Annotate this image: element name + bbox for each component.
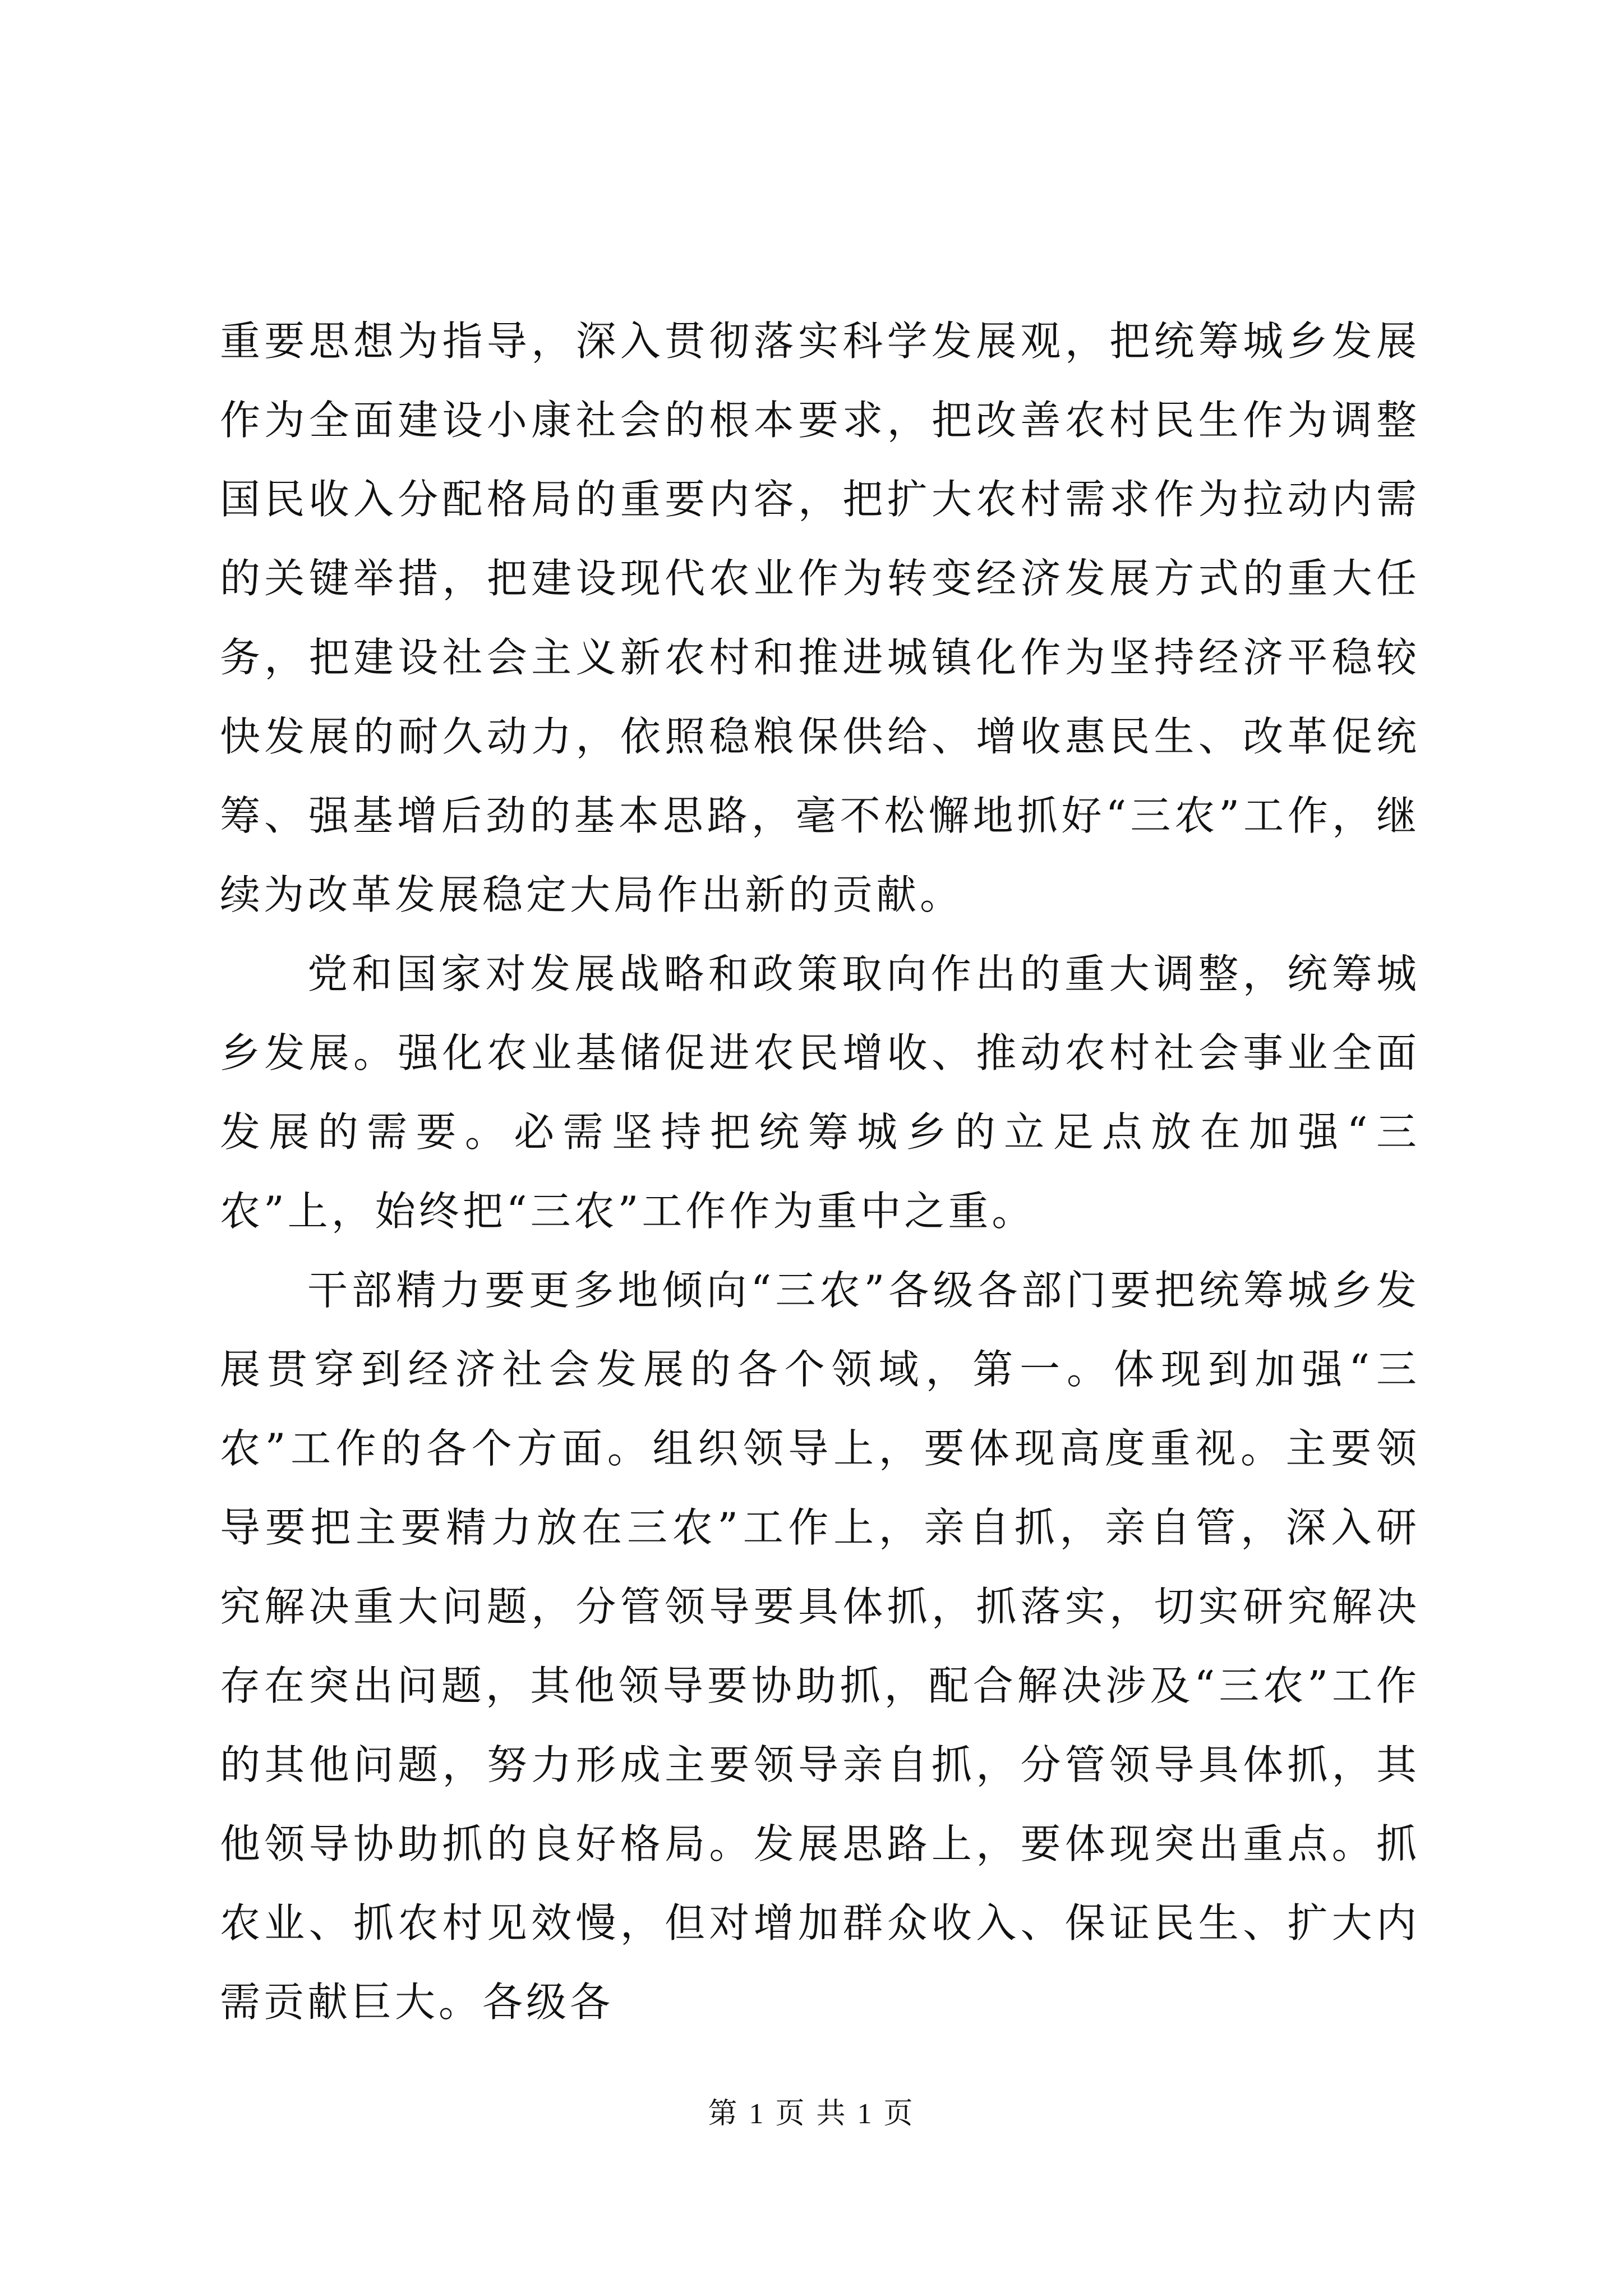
- document-body: [220, 302, 1420, 2042]
- paragraph-1: 重要思想为指导，深入贯彻落实科学发展观，把统筹城乡发展作为全面建设小康社会的根本要求，把改善农村民生作为调整国民收入分配格局的重要内容，把扩大农村需求作为拉动内需的关键举措，把建设现代农业作为转变经济发展方式的重大任务，把建设社会主义新农村和推进城镇化作为坚持经济平稳较快发展的耐久动力，依照稳粮保供给、增收惠民生、改革促统筹、强基增后劲的基本思路，毫不松懈地抓好“三农”工作，继续为改革发展稳定大局作出新的贡献。: [220, 318, 1420, 918]
- paragraph-2: 党和国家对发展战略和政策取向作出的重大调整，统筹城乡发展。强化农业基储促进农民增收、推动农村社会事业全面发展的需要。必需坚持把统筹城乡的立足点放在加强“三农”上，始终把“三农”工作作为重中之重。: [220, 950, 1420, 1235]
- page-footer: 第 1 页 共 1 页: [708, 2098, 915, 2130]
- paragraph-3: 干部精力要更多地倾向“三农”各级各部门要把统筹城乡发展贯穿到经济社会发展的各个领域，第一。体现到加强“三农”工作的各个方面。组织领导上，要体现高度重视。主要领导要把主要精力放在三农”工作上，亲自抓，亲自管，深入研究解决重大问题，分管领导要具体抓，抓落实，切实研究解决存在突出问题，其他领导要协助抓，配合解决涉及“三农”工作的其他问题，努力形成主要领导亲自抓，分管领导具体抓，其他领导协助抓的良好格局。发展思路上，要体现突出重点。抓农业、抓农村见效慢，但对增加群众收入、保证民生、扩大内需贡献巨大。各级各: [220, 1267, 1420, 2026]
